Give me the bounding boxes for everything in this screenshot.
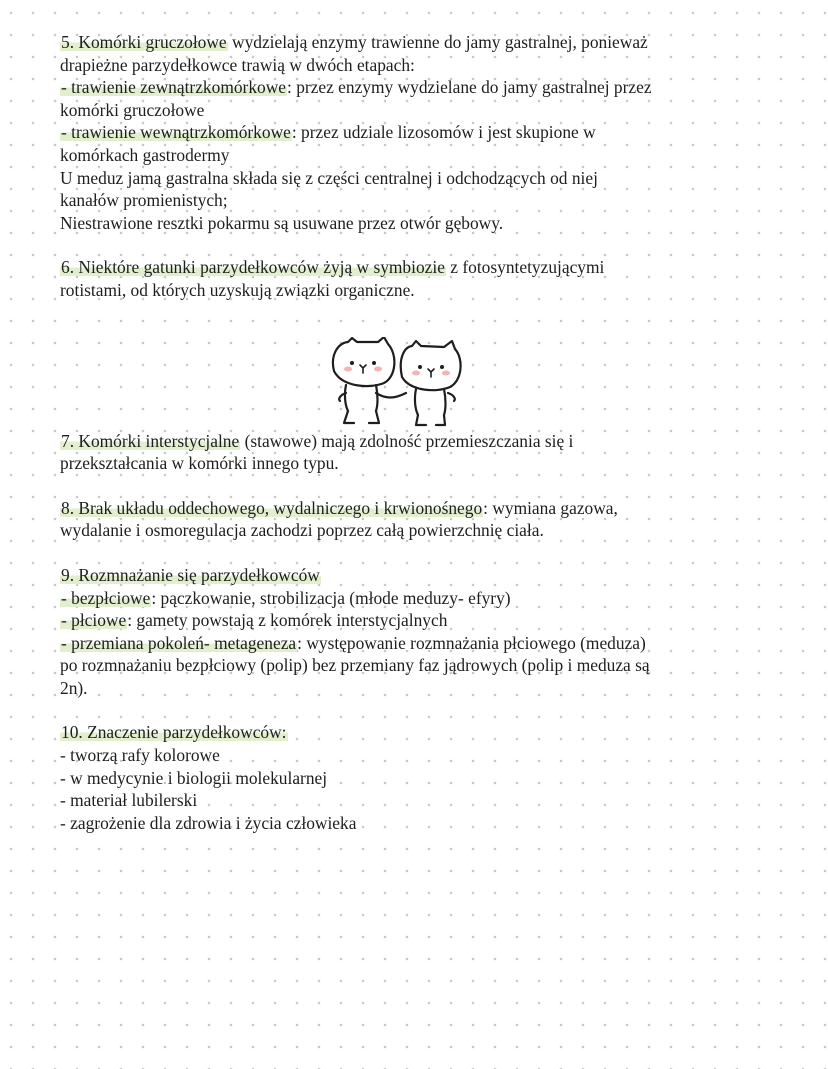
section-5-line-6: komórkach gastrodermy (60, 144, 230, 165)
section-9-bullet-2 (60, 609, 800, 632)
term-extracellular: - trawienie zewnątrzkomórkowe (61, 77, 287, 98)
notes-page (60, 31, 800, 856)
term-intracellular-desc: : przez udziale lizosomów i jest skupione w (291, 122, 596, 143)
section-7-line-1 (60, 430, 800, 453)
term-asexual: - bezpłciowe (61, 587, 151, 608)
section-5-title: 5. Komórki gruczołowe (61, 32, 227, 52)
section-9-line-5: po rozmnażaniu bezpłciowy (polip) bez przemiany faz jądrowych (polip i meduza są (60, 655, 650, 676)
section-6-rest: z fotosyntetyzującymi (445, 257, 605, 278)
section-9-title: 9. Rozmnażanie się parzydełkowców (61, 564, 320, 585)
term-metagenesis-desc: : występowanie rozmnażania płciowego (meduza) (297, 632, 646, 653)
section-7-line-2: przekształcania w komórki innego typu. (60, 453, 339, 474)
section-9-title-line (60, 564, 800, 587)
section-7 (60, 430, 800, 475)
section-5-line-8: kanałów promienistych; (60, 190, 228, 211)
section-5-line-1 (60, 31, 800, 54)
term-sexual: - płciowe (61, 610, 127, 631)
section-5-line-9: Niestrawione resztki pokarmu są usuwane przez otwór gębowy. (60, 212, 504, 233)
section-10-title: 10. Znaczenie parzydełkowców: (61, 722, 287, 743)
section-8 (60, 497, 800, 542)
section-7-highlight: 7. Komórki interstycjalne (61, 430, 240, 451)
section-6-highlight: 6. Niektóre gatunki parzydełkowców żyją w symbiozie (61, 257, 445, 278)
section-10-item-3: - materiał lubilerski (60, 790, 198, 811)
two-cats-sticker (328, 337, 468, 429)
section-9-line-6: 2n). (60, 677, 88, 698)
term-metagenesis: - przemiana pokoleń- metageneza (61, 632, 297, 653)
section-9 (60, 564, 800, 700)
section-10 (60, 721, 800, 834)
section-10-item-4: - zagrożenie dla zdrowia i życia człowieka (60, 812, 357, 833)
section-5-line-5 (60, 121, 800, 144)
term-sexual-desc: : gamety powstają z komórek interstycjalnych (127, 610, 448, 631)
section-9-bullet-3 (60, 632, 800, 655)
section-10-item-2: - w medycynie i biologii molekularnej (60, 767, 328, 788)
section-6-line-2: rotistami, od których uzyskują związki organiczne. (60, 279, 415, 300)
term-extracellular-desc: : przez enzymy wydzielane do jamy gastralnej przez (287, 77, 652, 98)
section-8-line-1 (60, 497, 800, 520)
section-5-line-2: drapieżne parzydełkowce trawią w dwóch etapach: (60, 54, 415, 75)
section-7-rest: (stawowe) mają zdolność przemieszczania się i (240, 430, 574, 451)
term-asexual-desc: : pączkowanie, strobilizacja (młode meduzy- efyry) (151, 587, 511, 608)
section-9-bullet-1 (60, 587, 800, 610)
section-5 (60, 31, 800, 234)
section-8-highlight: 8. Brak układu oddechowego, wydalniczego i krwionośnego (61, 497, 483, 518)
section-8-line-2: wydalanie i osmoregulacja zachodzi poprzez całą powierzchnię ciała. (60, 520, 544, 541)
section-10-item-1: - tworzą rafy kolorowe (60, 745, 220, 766)
section-5-line-3 (60, 76, 800, 99)
section-5-title-rest: wydzielają enzymy trawienne do jamy gastralnej, ponieważ (227, 32, 648, 52)
section-6-line-1 (60, 256, 800, 279)
section-5-line-4: komórki gruczołowe (60, 99, 205, 120)
two-cats-icon (328, 337, 468, 429)
term-intracellular: - trawienie wewnątrzkomórkowe (61, 122, 291, 143)
section-8-rest: : wymiana gazowa, (483, 497, 618, 518)
section-6 (60, 256, 800, 301)
section-5-line-7: U meduz jamą gastralna składa się z części centralnej i odchodzących od niej (60, 167, 598, 188)
section-10-title-line (60, 721, 800, 744)
